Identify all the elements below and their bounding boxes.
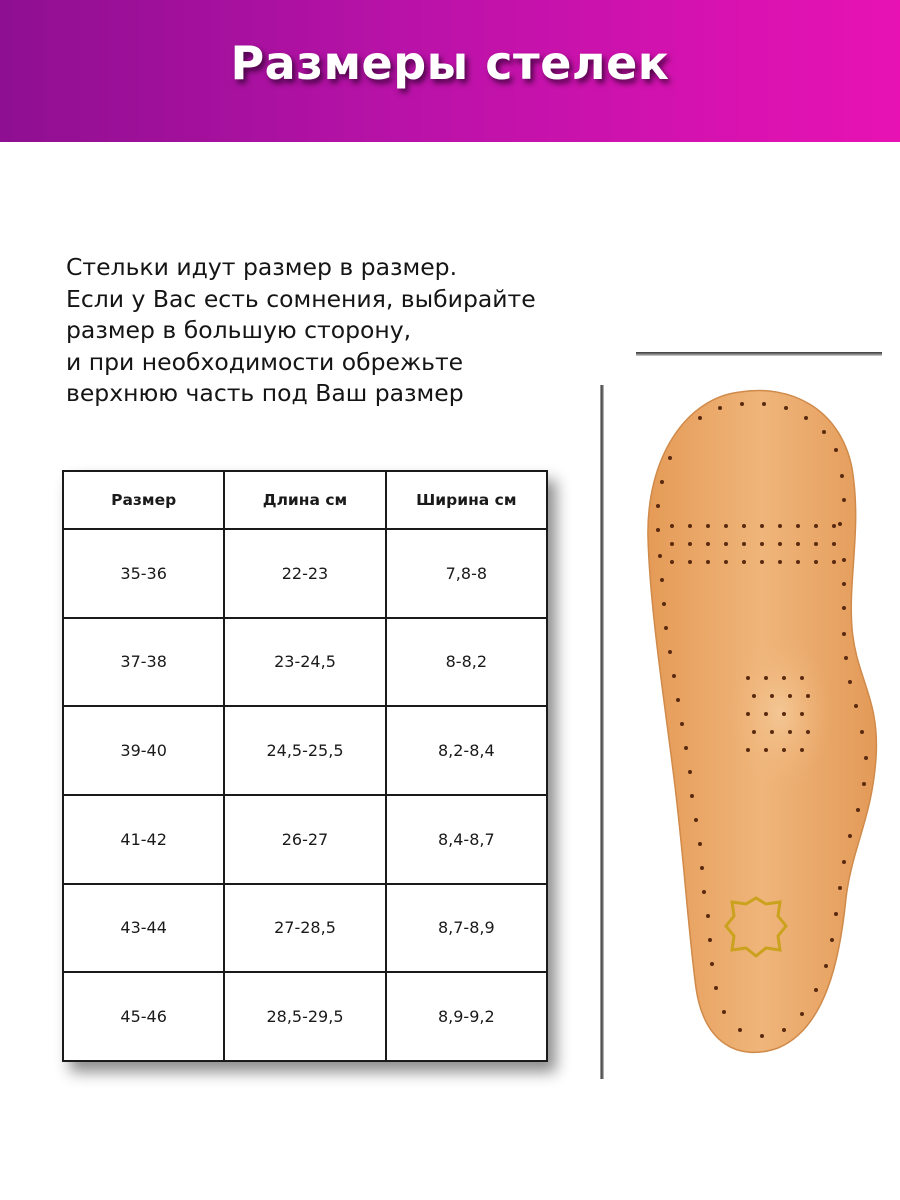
perforation-dot [862, 782, 866, 786]
perforation-dot [800, 748, 804, 752]
arch-support [728, 635, 832, 791]
perforation-dot [760, 1034, 764, 1038]
cell-length: 23-24,5 [224, 618, 385, 707]
perforation-dot [814, 988, 818, 992]
perforation-dot [806, 730, 810, 734]
perforation-dot [788, 730, 792, 734]
intro-line: Если у Вас есть сомнения, выбирайте [66, 284, 536, 313]
perforation-dot [838, 886, 842, 890]
perforation-dot [842, 606, 846, 610]
intro-line: размер в большую сторону, [66, 316, 412, 344]
perforation-dot [778, 524, 782, 528]
perforation-dot [832, 542, 836, 546]
perforation-dot [848, 680, 852, 684]
perforation-dot [668, 650, 672, 654]
perforation-dot [854, 704, 858, 708]
perforation-dot [824, 964, 828, 968]
perforation-dot [762, 402, 766, 406]
perforation-dot [710, 962, 714, 966]
perforation-dot [700, 866, 704, 870]
perforation-dot [788, 694, 792, 698]
perforation-dot [760, 542, 764, 546]
perforation-dot [832, 524, 836, 528]
intro-line: Стельки идут размер в размер. [66, 253, 458, 281]
cell-length: 27-28,5 [224, 884, 385, 973]
intro-line: и при необходимости обрежьте [66, 347, 464, 376]
table-header-row [63, 471, 547, 529]
perforation-dot [656, 528, 660, 532]
intro-line: верхнюю часть под Ваш размер [66, 379, 464, 407]
perforation-dot [664, 626, 668, 630]
perforation-dot [746, 748, 750, 752]
table-row [63, 706, 547, 795]
cell-width: 8,9-9,2 [386, 972, 547, 1061]
perforation-dot [698, 842, 702, 846]
cell-size: 43-44 [63, 884, 224, 973]
column-header-length: Длина см [224, 471, 385, 529]
perforation-dot [814, 524, 818, 528]
perforation-dot [752, 730, 756, 734]
perforation-dot [834, 912, 838, 916]
perforation-dot [842, 582, 846, 586]
perforation-dot [784, 406, 788, 410]
perforation-dot [742, 524, 746, 528]
cell-size: 37-38 [63, 618, 224, 707]
cell-width: 8,2-8,4 [386, 706, 547, 795]
perforation-dot [842, 860, 846, 864]
perforation-dot [724, 542, 728, 546]
perforation-dot [706, 524, 710, 528]
width-measure-line [636, 352, 882, 356]
perforation-dot [702, 890, 706, 894]
perforation-dot [778, 542, 782, 546]
perforation-dot [672, 674, 676, 678]
perforation-dot [800, 712, 804, 716]
perforation-dot [842, 558, 846, 562]
perforation-dot [796, 560, 800, 564]
perforation-dot [800, 1012, 804, 1016]
perforation-dot [660, 480, 664, 484]
perforation-dot [834, 448, 838, 452]
perforation-dot [746, 676, 750, 680]
perforation-dot [688, 542, 692, 546]
perforation-dot [796, 542, 800, 546]
perforation-dot [662, 602, 666, 606]
column-header-size: Размер [63, 471, 224, 529]
intro-text [66, 252, 586, 410]
perforation-dot [864, 756, 868, 760]
perforation-dot [688, 560, 692, 564]
perforation-dot [688, 524, 692, 528]
perforation-dot [676, 698, 680, 702]
size-table-container [62, 470, 548, 1062]
length-measure-line [600, 385, 604, 1079]
perforation-dot [782, 748, 786, 752]
perforation-dot [804, 416, 808, 420]
perforation-dot [718, 406, 722, 410]
table-row [63, 972, 547, 1061]
perforation-dot [764, 676, 768, 680]
perforation-dot [722, 1010, 726, 1014]
perforation-dot [688, 770, 692, 774]
cell-length: 26-27 [224, 795, 385, 884]
perforation-dot [724, 560, 728, 564]
perforation-dot [760, 524, 764, 528]
perforation-dot [770, 730, 774, 734]
perforation-dot [706, 542, 710, 546]
page-title: Размеры стелек [230, 36, 670, 90]
perforation-dot [742, 560, 746, 564]
perforation-dot [708, 938, 712, 942]
perforation-dot [706, 914, 710, 918]
perforation-dot [838, 522, 842, 526]
perforation-dot [860, 730, 864, 734]
cell-size: 35-36 [63, 529, 224, 618]
perforation-dot [670, 542, 674, 546]
perforation-dot [764, 748, 768, 752]
cell-size: 45-46 [63, 972, 224, 1061]
perforation-dot [844, 656, 848, 660]
perforation-dot [760, 560, 764, 564]
perforation-dot [668, 456, 672, 460]
perforation-dot [782, 712, 786, 716]
perforation-dot [724, 524, 728, 528]
column-header-width: Ширина см [386, 471, 547, 529]
perforation-dot [752, 694, 756, 698]
perforation-dot [800, 676, 804, 680]
perforation-dot [814, 560, 818, 564]
perforation-dot [842, 498, 846, 502]
perforation-dot [782, 1028, 786, 1032]
perforation-dot [840, 474, 844, 478]
table-row [63, 529, 547, 618]
table-row [63, 884, 547, 973]
perforation-dot [842, 632, 846, 636]
perforation-dot [694, 818, 698, 822]
cell-width: 8,4-8,7 [386, 795, 547, 884]
perforation-dot [738, 1028, 742, 1032]
perforation-dot [770, 694, 774, 698]
perforation-dot [778, 560, 782, 564]
perforation-dot [806, 694, 810, 698]
perforation-dot [822, 430, 826, 434]
size-table [62, 470, 548, 1062]
perforation-dot [690, 794, 694, 798]
cell-length: 24,5-25,5 [224, 706, 385, 795]
perforation-dot [830, 938, 834, 942]
perforation-dot [680, 722, 684, 726]
perforation-dot [684, 746, 688, 750]
perforation-dot [698, 416, 702, 420]
cell-length: 28,5-29,5 [224, 972, 385, 1061]
perforation-dot [814, 542, 818, 546]
perforation-dot [656, 504, 660, 508]
insole-image [630, 378, 900, 1068]
cell-size: 41-42 [63, 795, 224, 884]
perforation-dot [796, 524, 800, 528]
perforation-dot [714, 986, 718, 990]
perforation-dot [764, 712, 768, 716]
perforation-dot [670, 524, 674, 528]
cell-width: 8-8,2 [386, 618, 547, 707]
perforation-dot [706, 560, 710, 564]
perforation-dot [742, 542, 746, 546]
perforation-dot [848, 834, 852, 838]
perforation-dot [782, 676, 786, 680]
cell-width: 8,7-8,9 [386, 884, 547, 973]
cell-length: 22-23 [224, 529, 385, 618]
perforation-dot [658, 554, 662, 558]
table-row [63, 795, 547, 884]
perforation-dot [670, 560, 674, 564]
perforation-dot [660, 578, 664, 582]
perforation-dot [832, 560, 836, 564]
header-banner [0, 0, 900, 142]
perforation-dot [746, 712, 750, 716]
perforation-dot [856, 808, 860, 812]
table-row [63, 618, 547, 707]
cell-size: 39-40 [63, 706, 224, 795]
perforation-dot [740, 402, 744, 406]
cell-width: 7,8-8 [386, 529, 547, 618]
